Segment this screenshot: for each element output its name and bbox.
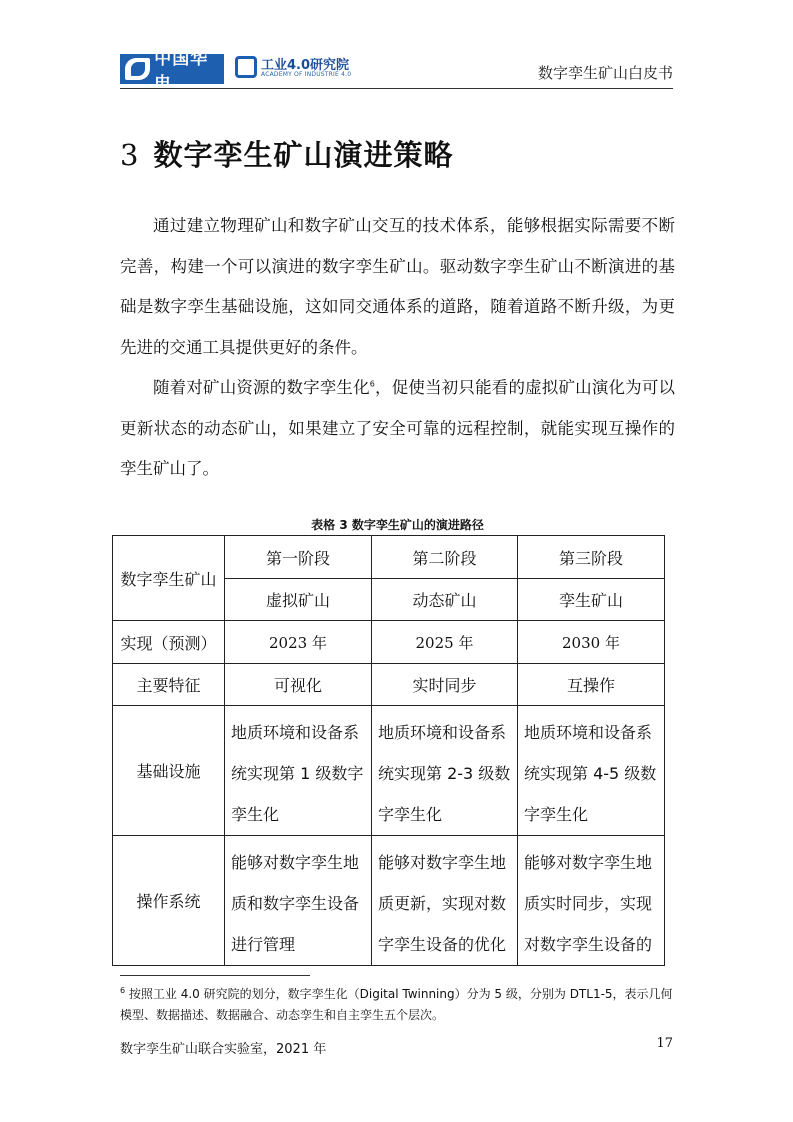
row-label: 基础设施	[113, 706, 225, 836]
academy-logo-text: 工业4.0研究院	[261, 58, 350, 73]
paragraph-2: 随着对矿山资源的数字孪生化$^6$，促使当初只能看的虚拟矿山演化为可以更新状态的动态矿山，如果建立了安全可靠的远程控制，就能实现互操作的孪生矿山了。	[120, 378, 676, 478]
stage-header: 第二阶段	[372, 536, 518, 579]
footnote-divider	[120, 975, 310, 976]
section-number: 3	[120, 138, 140, 172]
academy-logo-subtext: ACADEMY OF INDUSTRIE 4.0	[261, 71, 352, 78]
table-row	[113, 536, 665, 579]
page-number: 17	[656, 1036, 673, 1051]
footnote-ref[interactable]: 6	[369, 379, 375, 389]
huadian-logo	[120, 49, 224, 94]
academy-logo	[235, 54, 352, 84]
stage-name: 孪生矿山	[518, 579, 665, 621]
row-label: 实现（预测）	[113, 621, 225, 664]
document-title: 数字孪生矿山白皮书	[537, 64, 673, 82]
evolution-table	[112, 535, 665, 966]
body-text	[120, 206, 675, 490]
footnote	[120, 984, 675, 1026]
ops-cell: 能够对数字孪生地质和数字孪生设备进行管理	[225, 836, 372, 966]
academy-logo-icon	[235, 56, 257, 78]
table-row	[113, 836, 665, 966]
row-label: 主要特征	[113, 664, 225, 706]
year-cell: 2030 年	[518, 621, 665, 664]
table-corner-cell: 数字孪生矿山	[113, 536, 225, 621]
table-row	[113, 621, 665, 664]
row-label: 操作系统	[113, 836, 225, 966]
stage-name: 动态矿山	[372, 579, 518, 621]
footer-source: 数字孪生矿山联合实验室，2021 年	[120, 1042, 327, 1057]
feature-cell: 互操作	[518, 664, 665, 706]
footnote-mark: 6	[120, 986, 126, 995]
infra-cell: 地质环境和设备系统实现第 1 级数字孪生化	[225, 706, 372, 836]
feature-cell: 实时同步	[372, 664, 518, 706]
page-header	[120, 49, 673, 94]
feature-cell: 可视化	[225, 664, 372, 706]
year-cell: 2025 年	[372, 621, 518, 664]
table-caption: 表格 3 数字孪生矿山的演进路径	[311, 518, 484, 532]
ops-cell: 能够对数字孪生地质更新，实现对数字孪生设备的优化	[372, 836, 518, 966]
table-row	[113, 706, 665, 836]
ops-cell: 能够对数字孪生地质实时同步，实现对数字孪生设备的	[518, 836, 665, 966]
stage-header: 第三阶段	[518, 536, 665, 579]
table-row	[113, 664, 665, 706]
stage-name: 虚拟矿山	[225, 579, 372, 621]
year-cell: 2023 年	[225, 621, 372, 664]
section-heading	[120, 133, 453, 174]
header-divider	[120, 88, 673, 89]
footnote-text: 按照工业 4.0 研究院的划分，数字孪生化（Digital Twinning）分为 5 级，分别为 DTL1-5，表示几何模型、数据描述、数据融合、动态孪生和自主孪生五个层次。	[120, 987, 673, 1022]
infra-cell: 地质环境和设备系统实现第 4-5 级数字孪生化	[518, 706, 665, 836]
infra-cell: 地质环境和设备系统实现第 2-3 级数字孪生化	[372, 706, 518, 836]
huadian-logo-icon	[125, 58, 150, 80]
huadian-logo-text: 中国华电	[154, 49, 209, 94]
stage-header: 第一阶段	[225, 536, 372, 579]
paragraph-1: 通过建立物理矿山和数字矿山交互的技术体系，能够根据实际需要不断完善，构建一个可以演进的数字孪生矿山。驱动数字孪生矿山不断演进的基础是数字孪生基础设施，这如同交通体系的道路，随着道路不断升级，为更先进的交通工具提供更好的条件。	[120, 216, 675, 357]
section-title: 数字孪生矿山演进策略	[153, 138, 454, 172]
